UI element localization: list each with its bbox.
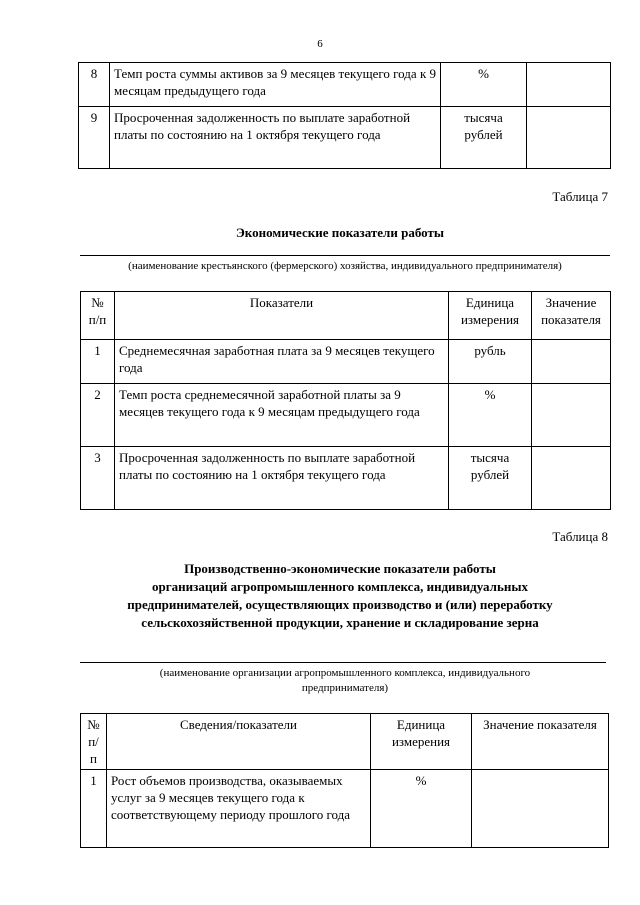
row-number: 3 [81, 447, 115, 510]
table-6-continuation [78, 62, 611, 169]
table-7-subtitle: (наименование крестьянского (фермерского) хозяйства, индивидуального предпринимателя) [128, 260, 562, 272]
page-number: 6 [317, 38, 323, 50]
table-row [79, 63, 611, 107]
header-unit: Единица измерения [371, 714, 472, 770]
value-cell[interactable] [472, 770, 609, 848]
table-7-title: Экономические показатели работы [235, 225, 445, 240]
table-row [79, 107, 611, 169]
header-indicator: Сведения/показатели [107, 714, 371, 770]
table-row [81, 447, 611, 510]
table-row [81, 340, 611, 384]
table-8-title-line-1: Производственно-экономические показатели работы [184, 561, 496, 576]
table-header-row [81, 292, 611, 340]
unit-cell: % [449, 384, 532, 447]
unit-cell: тысяча рублей [449, 447, 532, 510]
indicator-cell: Просроченная задолженность по выплате заработной платы по состоянию на 1 октября текущего года [115, 447, 449, 510]
header-num: № п/п [81, 714, 107, 770]
table-row [81, 770, 609, 848]
table-8-title-line-3: предпринимателей, осуществляющих производство и (или) переработку [127, 597, 553, 612]
table-7-caption: Таблица 7 [552, 189, 608, 204]
table-row [81, 384, 611, 447]
indicator-cell: Просроченная задолженность по выплате заработной платы по состоянию на 1 октября текущего года [110, 107, 441, 169]
indicator-cell: Рост объемов производства, оказываемых услуг за 9 месяцев текущего года к соответствующему периоду прошлого года [107, 770, 371, 848]
value-cell[interactable] [527, 107, 611, 169]
name-underline [80, 255, 610, 256]
table-7 [80, 291, 611, 510]
value-cell[interactable] [532, 340, 611, 384]
table-8-title-line-2: организаций агропромышленного комплекса, индивидуальных [152, 579, 528, 594]
name-underline [80, 662, 606, 663]
table-header-row [81, 714, 609, 770]
indicator-cell: Среднемесячная заработная плата за 9 месяцев текущего года [115, 340, 449, 384]
header-num: № п/п [81, 292, 115, 340]
value-cell[interactable] [527, 63, 611, 107]
row-number: 1 [81, 340, 115, 384]
row-number: 1 [81, 770, 107, 848]
header-unit: Единица измерения [449, 292, 532, 340]
row-number: 2 [81, 384, 115, 447]
header-value: Значение показателя [532, 292, 611, 340]
header-value: Значение показателя [472, 714, 609, 770]
table-8-subtitle-line-2: предпринимателя) [301, 682, 389, 694]
indicator-cell: Темп роста среднемесячной заработной платы за 9 месяцев текущего года к 9 месяцам предыдущего года [115, 384, 449, 447]
unit-cell: тысяча рублей [441, 107, 527, 169]
header-indicator: Показатели [115, 292, 449, 340]
row-number: 8 [79, 63, 110, 107]
unit-cell: % [441, 63, 527, 107]
table-8 [80, 713, 609, 848]
value-cell[interactable] [532, 447, 611, 510]
table-8-title-line-4: сельскохозяйственной продукции, хранение и складирование зерна [141, 615, 539, 630]
table-8-subtitle-line-1: (наименование организации агропромышленного комплекса, индивидуального [159, 667, 531, 679]
unit-cell: рубль [449, 340, 532, 384]
unit-cell: % [371, 770, 472, 848]
table-8-caption: Таблица 8 [552, 529, 608, 544]
value-cell[interactable] [532, 384, 611, 447]
row-number: 9 [79, 107, 110, 169]
indicator-cell: Темп роста суммы активов за 9 месяцев текущего года к 9 месяцам предыдущего года [110, 63, 441, 107]
